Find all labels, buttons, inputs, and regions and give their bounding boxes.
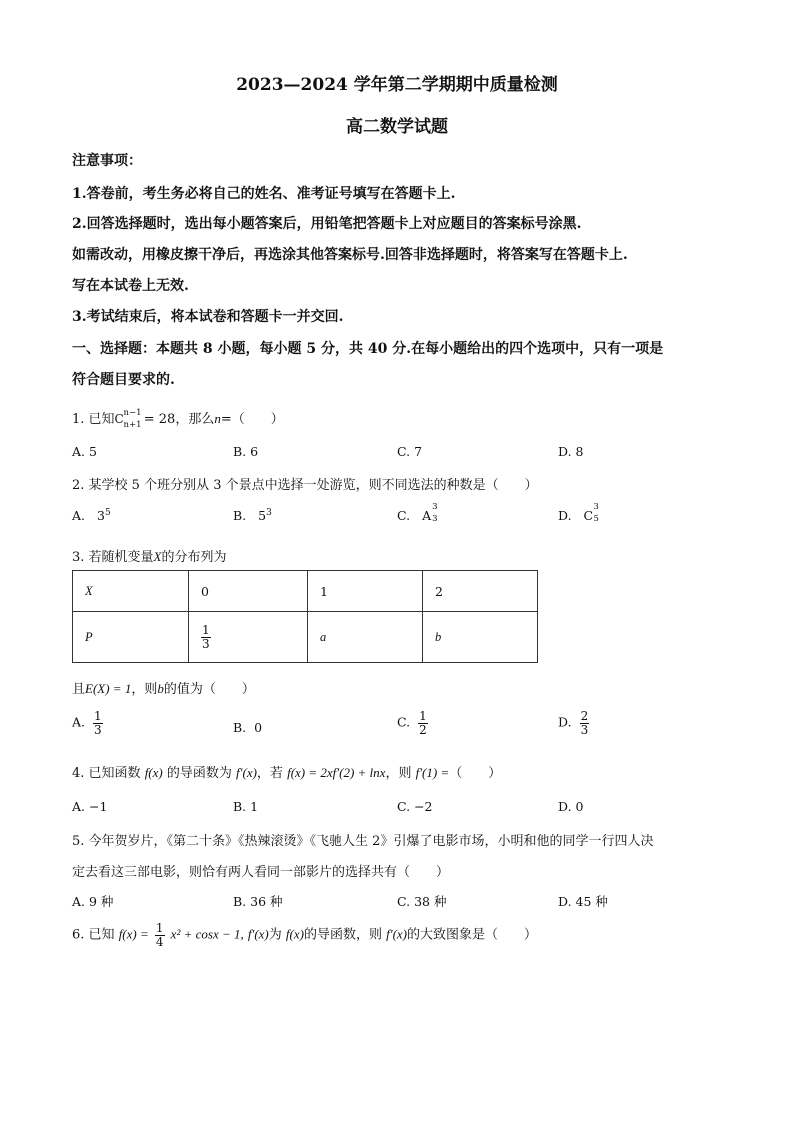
q2-option-c[interactable] — [397, 502, 438, 524]
fraction-denominator: 3 — [202, 636, 210, 651]
q6-expr-3: f(x) — [285, 926, 304, 942]
q6-expr-1: f(x) = — [118, 926, 149, 942]
table-cell: a — [308, 612, 423, 663]
question-3 — [72, 546, 227, 565]
q1-c-superscript: n−1 — [123, 408, 142, 418]
section-heading-line2: 符合题目要求的. — [72, 372, 175, 388]
q3-option-d[interactable] — [558, 710, 591, 736]
question-1 — [72, 408, 284, 430]
q1-mid: ，那么 — [175, 412, 215, 427]
q1-option-b[interactable]: B. 6 — [233, 444, 259, 459]
q3-suffix: 的分布列为 — [161, 550, 227, 565]
q1-option-c[interactable]: C. 7 — [397, 444, 423, 459]
table-cell: X — [73, 571, 189, 612]
q6-expr-2: f′(x) — [247, 926, 269, 942]
note-2-continued: 如需改动，用橡皮擦干净后，再选涂其他答案标号.回答非选择题时，将答案写在答题卡上. — [72, 247, 628, 263]
q3-option-c-label: C. — [397, 714, 411, 730]
q4-option-d[interactable]: D. 0 — [558, 799, 584, 814]
q3-cond-variable: b — [157, 681, 164, 696]
q1-variable: n — [214, 411, 221, 426]
q2-option-b-base: 5 — [258, 508, 267, 523]
table-cell: 1 — [308, 571, 423, 612]
q2-option-d-label: D. — [558, 508, 572, 523]
table-cell: b — [423, 612, 538, 663]
q3-condition — [72, 678, 255, 697]
q3-option-a-label: A. — [72, 714, 86, 730]
q1-option-d[interactable]: D. 8 — [558, 444, 584, 459]
q2-option-d[interactable] — [558, 502, 599, 524]
exam-title: 2023—2024 学年第二学期期中质量检测 — [236, 75, 558, 95]
table-cell: 2 — [423, 571, 538, 612]
table-row — [73, 612, 538, 663]
q3-option-d-label: D. — [558, 714, 572, 730]
q2-option-c-base: A — [422, 508, 432, 523]
q2-option-a[interactable] — [72, 508, 111, 523]
table-cell: P — [73, 612, 189, 663]
q4-text-3: ，若 — [256, 766, 283, 781]
q6-text-2: 为 — [268, 927, 282, 943]
q5-option-c[interactable]: C. 38 种 — [397, 894, 447, 909]
q3-option-b[interactable] — [233, 720, 262, 735]
note-1: 1.答卷前，考生务必将自己的姓名、准考证号填写在答题卡上. — [72, 186, 456, 202]
q3-option-c[interactable] — [397, 710, 430, 736]
question-4 — [72, 762, 501, 781]
q1-equation: = 28 — [143, 412, 176, 427]
question-2: 2. 某学校 5 个班分别从 3 个景点中选择一处游览，则不同选法的种数是（ ） — [72, 478, 538, 493]
note-2-end: 写在本试卷上无效. — [72, 278, 189, 294]
q3-cond-prefix: 且 — [72, 682, 86, 697]
q3-variable: X — [153, 549, 162, 564]
q6-expr-4: f′(x) — [386, 926, 408, 942]
q4-text-5: （ ） — [449, 766, 502, 781]
q5-option-d[interactable]: D. 45 种 — [558, 894, 608, 909]
q4-option-b[interactable]: B. 1 — [233, 799, 259, 814]
fraction-numerator: 1 — [202, 622, 210, 637]
q6-text-4: 的大致图象是（ ） — [407, 927, 538, 943]
q2-option-b-label: B. — [233, 508, 247, 523]
note-2: 2.回答选择题时，选出每小题答案后，用铅笔把答题卡上对应题目的答案标号涂黑. — [72, 216, 582, 232]
table-row — [73, 571, 538, 612]
fraction-denominator: 3 — [94, 722, 102, 737]
q2-option-a-exp: 5 — [104, 507, 111, 518]
q2-option-c-sup: 3 — [432, 502, 438, 512]
q3-option-b-label: B. — [233, 720, 247, 735]
q1-option-a[interactable]: A. 5 — [72, 444, 97, 459]
q4-expr-3: f(x) = 2xf′(2) + lnx — [287, 765, 386, 780]
fraction-numerator: 1 — [94, 709, 102, 723]
question-6 — [72, 922, 537, 948]
q2-option-d-base: C — [583, 508, 594, 523]
q3-cond-tail: 的值为（ ） — [163, 682, 255, 697]
notes-heading: 注意事项： — [72, 153, 142, 169]
note-3: 3.考试结束后，将本试卷和答题卡一并交回. — [72, 309, 344, 325]
q6-expr-1b: x² + cosx − 1, — [170, 926, 244, 942]
table-cell: 0 — [189, 571, 308, 612]
q4-text-1: 4. 已知函数 — [72, 766, 141, 781]
distribution-table — [72, 570, 538, 663]
q5-option-a[interactable]: A. 9 种 — [72, 894, 114, 909]
q3-option-a[interactable] — [72, 710, 105, 736]
q1-prefix: 1. 已知 — [72, 412, 115, 427]
exam-subtitle: 高二数学试题 — [346, 117, 448, 137]
fraction-denominator: 3 — [580, 722, 589, 737]
q1-c-subscript: n+1 — [123, 420, 142, 430]
q5-option-b[interactable]: B. 36 种 — [233, 894, 283, 909]
q4-expr-1: f(x) — [144, 765, 163, 780]
question-5-line1: 5. 今年贺岁片，《第二十条》《热辣滚烫》《飞驰人生 2》引爆了电影市场，小明和他的同学一行四人决 — [72, 834, 654, 849]
q6-text-3: 的导函数，则 — [303, 927, 382, 943]
q2-option-a-base: 3 — [97, 508, 105, 523]
q3-prefix: 3. 若随机变量 — [72, 550, 154, 565]
q2-option-b-exp: 3 — [266, 507, 272, 518]
table-cell-fraction — [189, 612, 308, 663]
q4-expr-2: f′(x) — [236, 765, 257, 780]
q3-cond-mid: ，则 — [131, 682, 158, 697]
q2-option-a-label: A. — [72, 508, 86, 523]
fraction-numerator: 2 — [580, 709, 589, 723]
fraction-numerator: 1 — [155, 921, 164, 935]
q2-option-d-sub: 5 — [593, 514, 599, 524]
q1-combination: C n−1 n+1 — [114, 408, 142, 430]
fraction-denominator: 2 — [419, 722, 427, 737]
q4-option-c[interactable]: C. −2 — [397, 799, 433, 814]
question-5-line2: 定去看这三部电影，则恰有两人看同一部影片的选择共有（ ） — [72, 865, 450, 880]
q3-option-b-value: 0 — [254, 720, 263, 735]
q2-option-c-sub: 3 — [432, 514, 438, 524]
q3-cond-expression: E(X) = 1 — [85, 681, 132, 696]
q4-option-a[interactable]: A. −1 — [72, 799, 108, 814]
q4-text-4: ，则 — [385, 766, 412, 781]
q4-text-2: 的导函数为 — [166, 766, 232, 781]
q1-tail: =（ ） — [220, 412, 284, 427]
q6-text-1: 6. 已知 — [72, 927, 115, 943]
fraction-denominator: 4 — [155, 934, 164, 949]
q4-expr-4: f′(1) = — [415, 765, 450, 780]
fraction-numerator: 1 — [419, 709, 427, 723]
q2-option-d-sup: 3 — [593, 502, 599, 512]
section-heading-line1: 一、选择题：本题共 8 小题，每小题 5 分，共 40 分.在每小题给出的四个选项中，只有一项是 — [72, 341, 664, 357]
q2-option-c-label: C. — [397, 508, 411, 523]
q2-option-b[interactable] — [233, 508, 272, 523]
